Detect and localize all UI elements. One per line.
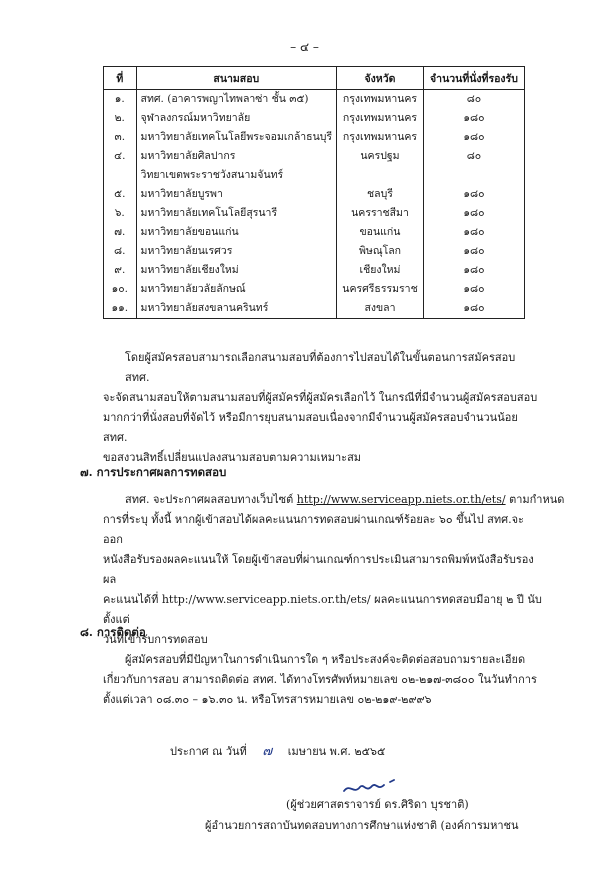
cell-province: กรุงเทพมหานคร — [337, 109, 424, 128]
cell-seats: ๑๘๐ — [423, 299, 524, 319]
table-row — [104, 223, 525, 242]
announce-day: ๗ — [262, 744, 273, 759]
paragraph-line: วันที่เข้ารับการทดสอบ — [103, 633, 208, 646]
table-row — [104, 185, 525, 204]
cell-no: ๓. — [104, 128, 137, 147]
cell-seats: ๑๘๐ — [423, 223, 524, 242]
table-row — [104, 204, 525, 223]
signer-name: (ผู้ช่วยศาสตราจารย์ ดร.ศิริดา บุรชาติ) — [286, 798, 469, 811]
cell-seats: ๘๐ — [423, 90, 524, 110]
table-row — [104, 299, 525, 319]
cell-venue: สทศ. (อาคารพญาไทพลาซ่า ชั้น ๓๕) — [136, 90, 337, 110]
cell-province: นครปฐม — [337, 147, 424, 166]
section-8-body — [103, 650, 543, 710]
paragraph-line: จะจัดสนามสอบให้ตามสนามสอบที่ผู้สมัครที่ผู้สมัครเลือกไว้ ในกรณีที่มีจำนวนผู้สมัครสอบสอบ — [103, 391, 538, 404]
paragraph-line: ผู้สมัครสอบที่มีปัญหาในการดำเนินการใด ๆ หรือประสงค์จะติดต่อสอบถามรายละเอียด — [125, 653, 526, 666]
signer-title: ผู้อำนวยการสถาบันทดสอบทางการศึกษาแห่งชาติ (องค์การมหาชน — [205, 819, 519, 832]
cell-venue: มหาวิทยาลัยขอนแก่น — [136, 223, 337, 242]
paragraph-line: หนังสือรับรองผลคะแนนให้ โดยผู้เข้าสอบที่ผ่านเกณฑ์การประเมินสามารถพิมพ์หนังสือรับรองผล — [103, 553, 534, 586]
text-segment: ตามกำหนด — [505, 493, 565, 506]
announce-prefix: ประกาศ ณ วันที่ — [170, 745, 247, 758]
cell-province: กรุงเทพมหานคร — [337, 90, 424, 110]
cell-venue: มหาวิทยาลัยวลัยลักษณ์ — [136, 280, 337, 299]
cell-venue: มหาวิทยาลัยสงขลานครินทร์ — [136, 299, 337, 319]
cell-province: นครศรีธรรมราช — [337, 280, 424, 299]
cell-seats: ๑๘๐ — [423, 242, 524, 261]
table-body — [104, 90, 525, 319]
table-row — [104, 109, 525, 128]
results-website-link[interactable]: http://www.serviceapp.niets.or.th/ets/ — [296, 493, 506, 506]
table-row — [104, 280, 525, 299]
cell-no: ๕. — [104, 185, 137, 204]
cell-venue: มหาวิทยาลัยศิลปากร — [136, 147, 337, 166]
cell-seats: ๘๐ — [423, 147, 524, 166]
cell-no: ๒. — [104, 109, 137, 128]
text-segment: สทศ. จะประกาศผลสอบทางเว็บไซต์ — [125, 493, 297, 506]
paragraph-line — [103, 490, 565, 510]
cell-seats: ๑๘๐ — [423, 261, 524, 280]
cell-seats: ๑๘๐ — [423, 280, 524, 299]
table-row — [104, 166, 525, 185]
announce-suffix: เมษายน พ.ศ. ๒๕๖๕ — [287, 745, 386, 758]
cell-province — [337, 166, 424, 185]
cell-no: ๑๐. — [104, 280, 137, 299]
table-row — [104, 261, 525, 280]
cell-province: ขอนแก่น — [337, 223, 424, 242]
cell-province: ชลบุรี — [337, 185, 424, 204]
page-number: – ๔ – — [290, 40, 319, 54]
cell-venue: วิทยาเขตพระราชวังสนามจันทร์ — [136, 166, 337, 185]
cell-province: พิษณุโลก — [337, 242, 424, 261]
cell-venue: มหาวิทยาลัยนเรศวร — [136, 242, 337, 261]
paragraph-line: การที่ระบุ ทั้งนี้ หากผู้เข้าสอบได้ผลคะแนนการทดสอบผ่านเกณฑ์ร้อยละ ๖๐ ขึ้นไป สทศ.จะออก — [103, 513, 524, 546]
paragraph-line: ตั้งแต่เวลา ๐๘.๓๐ – ๑๖.๓๐ น. หรือโทรสารหมายเลข ๐๒-๒๑๙-๒๙๙๖ — [103, 693, 432, 706]
table-header-row — [104, 67, 525, 90]
header-venue: สนามสอบ — [136, 67, 337, 90]
table-row — [104, 147, 525, 166]
cell-province: สงขลา — [337, 299, 424, 319]
paragraph-line: เกี่ยวกับการสอบ สามารถติดต่อ สทศ. ได้ทางโทรศัพท์หมายเลข ๐๒-๒๑๗-๓๘๐๐ ในวันทำการ — [103, 673, 537, 686]
cell-province: กรุงเทพมหานคร — [337, 128, 424, 147]
paragraph-line: คะแนนได้ที่ http://www.serviceapp.niets.or.th/ets/ ผลคะแนนการทดสอบมีอายุ ๒ ปี นับตั้งแต่ — [103, 593, 542, 626]
section-7-heading: ๗. การประกาศผลการทดสอบ — [80, 465, 227, 479]
cell-no: ๙. — [104, 261, 137, 280]
cell-no: ๑๑. — [104, 299, 137, 319]
table-row — [104, 128, 525, 147]
cell-venue: มหาวิทยาลัยเทคโนโลยีสุรนารี — [136, 204, 337, 223]
paragraph-line: โดยผู้สมัครสอบสามารถเลือกสนามสอบที่ต้องการไปสอบได้ในขั้นตอนการสมัครสอบ สทศ. — [125, 351, 516, 384]
cell-seats: ๑๘๐ — [423, 185, 524, 204]
table-row — [104, 242, 525, 261]
cell-venue: จุฬาลงกรณ์มหาวิทยาลัย — [136, 109, 337, 128]
section-8-heading: ๘. การติดต่อ — [80, 625, 146, 639]
cell-venue: มหาวิทยาลัยบูรพา — [136, 185, 337, 204]
cell-no: ๑. — [104, 90, 137, 110]
cell-venue: มหาวิทยาลัยเทคโนโลยีพระจอมเกล้าธนบุรี — [136, 128, 337, 147]
paragraph-line: ขอสงวนสิทธิ์เปลี่ยนแปลงสนามสอบตามความเหมาะสม — [103, 451, 362, 464]
header-seats: จำนวนที่นั่งที่รองรับ — [423, 67, 524, 90]
table-row — [104, 90, 525, 110]
cell-no — [104, 166, 137, 185]
cell-seats: ๑๘๐ — [423, 128, 524, 147]
announcement-date — [170, 740, 385, 761]
cell-province: นครราชสีมา — [337, 204, 424, 223]
cell-seats: ๑๘๐ — [423, 109, 524, 128]
cell-no: ๔. — [104, 147, 137, 166]
cell-seats — [423, 166, 524, 185]
header-no: ที่ — [104, 67, 137, 90]
cell-no: ๖. — [104, 204, 137, 223]
cell-no: ๘. — [104, 242, 137, 261]
exam-venue-table — [103, 66, 525, 319]
header-province: จังหวัด — [337, 67, 424, 90]
cell-province: เชียงใหม่ — [337, 261, 424, 280]
cell-venue: มหาวิทยาลัยเชียงใหม่ — [136, 261, 337, 280]
cell-no: ๗. — [104, 223, 137, 242]
paragraph-line: มากกว่าที่นั่งสอบที่จัดไว้ หรือมีการยุบสนามสอบเนื่องจากมีจำนวนผู้สมัครสอบจำนวนน้อย สทศ. — [103, 411, 518, 444]
venue-selection-paragraph — [103, 348, 543, 468]
section-7-body — [103, 490, 565, 650]
cell-seats: ๑๘๐ — [423, 204, 524, 223]
